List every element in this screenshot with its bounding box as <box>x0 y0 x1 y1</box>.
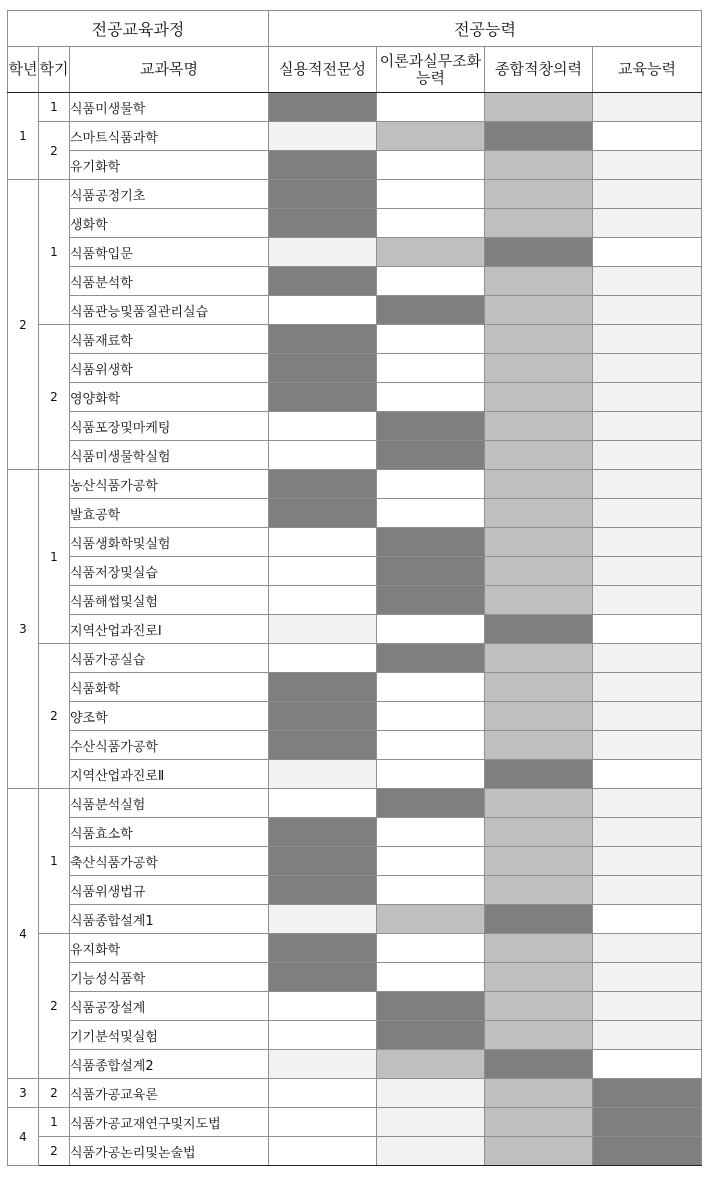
competency-teaching-header: 교육능력 <box>593 47 702 93</box>
competency-level-cell <box>485 1079 593 1108</box>
table-row <box>8 847 702 876</box>
table-row <box>8 557 702 586</box>
competency-level-cell <box>377 876 485 905</box>
table-row <box>8 441 702 470</box>
competency-level-cell <box>269 354 377 383</box>
course-column-header: 교과목명 <box>70 47 269 93</box>
competency-level-cell <box>269 1021 377 1050</box>
competency-level-cell <box>269 818 377 847</box>
table-row <box>8 905 702 934</box>
competency-level-cell <box>593 1079 702 1108</box>
course-name: 축산식품가공학 <box>70 847 269 876</box>
course-name: 식품포장및마케팅 <box>70 412 269 441</box>
competency-level-cell <box>593 818 702 847</box>
semester-cell: 1 <box>39 180 70 325</box>
competency-level-cell <box>377 151 485 180</box>
competency-level-cell <box>377 441 485 470</box>
competency-level-cell <box>377 1021 485 1050</box>
course-name: 기기분석및실험 <box>70 1021 269 1050</box>
course-name: 식품종합설계1 <box>70 905 269 934</box>
competency-theory-practice-header: 이론과실무조화능력 <box>377 47 485 93</box>
competency-level-cell <box>377 818 485 847</box>
course-name: 식품종합설계2 <box>70 1050 269 1079</box>
course-rows <box>8 93 702 1166</box>
competency-level-cell <box>377 354 485 383</box>
competency-level-cell <box>377 180 485 209</box>
competency-level-cell <box>593 557 702 586</box>
course-name: 식품가공교육론 <box>70 1079 269 1108</box>
competency-level-cell <box>377 528 485 557</box>
competency-level-cell <box>485 586 593 615</box>
competency-level-cell <box>377 209 485 238</box>
course-name: 식품관능및품질관리실습 <box>70 296 269 325</box>
table-row <box>8 412 702 441</box>
competency-level-cell <box>593 1137 702 1166</box>
competency-level-cell <box>377 238 485 267</box>
competency-level-cell <box>593 209 702 238</box>
competency-level-cell <box>377 702 485 731</box>
table-row <box>8 586 702 615</box>
course-name: 식품미생물학 <box>70 93 269 122</box>
competency-level-cell <box>593 1108 702 1137</box>
competency-level-cell <box>377 383 485 412</box>
table-row <box>8 1079 702 1108</box>
table-row <box>8 1021 702 1050</box>
competency-level-cell <box>377 1137 485 1166</box>
competency-level-cell <box>377 963 485 992</box>
competency-level-cell <box>593 238 702 267</box>
competency-level-cell <box>269 557 377 586</box>
competency-level-cell <box>269 383 377 412</box>
competency-level-cell <box>593 760 702 789</box>
year-cell: 1 <box>8 93 39 180</box>
year-cell: 3 <box>8 1079 39 1108</box>
competency-level-cell <box>269 934 377 963</box>
competency-level-cell <box>485 1050 593 1079</box>
competency-level-cell <box>593 615 702 644</box>
competency-level-cell <box>377 992 485 1021</box>
competency-level-cell <box>485 180 593 209</box>
course-name: 식품가공교재연구및지도법 <box>70 1108 269 1137</box>
competency-level-cell <box>485 238 593 267</box>
competency-level-cell <box>269 267 377 296</box>
competency-level-cell <box>485 876 593 905</box>
course-name: 식품화학 <box>70 673 269 702</box>
table-row <box>8 1137 702 1166</box>
semester-cell: 1 <box>39 1108 70 1137</box>
competency-level-cell <box>593 93 702 122</box>
competency-level-cell <box>485 1021 593 1050</box>
course-name: 농산식품가공학 <box>70 470 269 499</box>
competency-level-cell <box>269 122 377 151</box>
semester-column-header: 학기 <box>39 47 70 93</box>
course-name: 지역산업과진로Ⅰ <box>70 615 269 644</box>
competency-level-cell <box>377 499 485 528</box>
competency-level-cell <box>485 528 593 557</box>
competency-level-cell <box>485 441 593 470</box>
course-name: 식품공정기초 <box>70 180 269 209</box>
competency-level-cell <box>269 615 377 644</box>
competency-level-cell <box>269 1050 377 1079</box>
table-row <box>8 470 702 499</box>
competency-level-cell <box>485 557 593 586</box>
course-name: 식품학입문 <box>70 238 269 267</box>
course-name: 스마트식품과학 <box>70 122 269 151</box>
table-row <box>8 702 702 731</box>
table-row <box>8 122 702 151</box>
competency-level-cell <box>377 93 485 122</box>
semester-cell: 1 <box>39 470 70 644</box>
competency-level-cell <box>485 992 593 1021</box>
competency-level-cell <box>269 499 377 528</box>
competency-level-cell <box>485 847 593 876</box>
semester-cell: 2 <box>39 122 70 180</box>
competency-level-cell <box>377 1108 485 1137</box>
competency-level-cell <box>377 760 485 789</box>
semester-cell: 2 <box>39 644 70 789</box>
course-name: 유지화학 <box>70 934 269 963</box>
year-cell: 4 <box>8 1108 39 1166</box>
competency-level-cell <box>377 847 485 876</box>
table-row <box>8 354 702 383</box>
competency-level-cell <box>377 905 485 934</box>
semester-cell: 1 <box>39 93 70 122</box>
course-name: 식품가공논리및논술법 <box>70 1137 269 1166</box>
competency-level-cell <box>593 789 702 818</box>
competency-level-cell <box>485 731 593 760</box>
competency-level-cell <box>269 180 377 209</box>
competency-level-cell <box>485 818 593 847</box>
competency-level-cell <box>593 296 702 325</box>
competency-level-cell <box>485 122 593 151</box>
table-row <box>8 615 702 644</box>
semester-cell: 2 <box>39 325 70 470</box>
course-name: 식품가공실습 <box>70 644 269 673</box>
competency-level-cell <box>485 296 593 325</box>
course-name: 기능성식품학 <box>70 963 269 992</box>
year-cell: 2 <box>8 180 39 470</box>
competency-level-cell <box>269 1079 377 1108</box>
competency-level-cell <box>485 383 593 412</box>
competency-level-cell <box>485 905 593 934</box>
competency-level-cell <box>593 151 702 180</box>
table-row <box>8 151 702 180</box>
competency-level-cell <box>593 354 702 383</box>
competency-level-cell <box>593 412 702 441</box>
competency-level-cell <box>377 934 485 963</box>
semester-cell: 1 <box>39 789 70 934</box>
competency-level-cell <box>485 673 593 702</box>
competency-level-cell <box>485 1108 593 1137</box>
competency-level-cell <box>593 441 702 470</box>
course-name: 수산식품가공학 <box>70 731 269 760</box>
course-name: 식품생화학및실험 <box>70 528 269 557</box>
competency-level-cell <box>269 528 377 557</box>
competency-level-cell <box>269 731 377 760</box>
competency-level-cell <box>269 702 377 731</box>
competency-level-cell <box>593 992 702 1021</box>
table-row <box>8 499 702 528</box>
course-name: 식품분석실험 <box>70 789 269 818</box>
competency-level-cell <box>377 1050 485 1079</box>
competency-level-cell <box>485 412 593 441</box>
competency-level-cell <box>593 1050 702 1079</box>
competency-level-cell <box>269 441 377 470</box>
competency-level-cell <box>593 702 702 731</box>
competency-level-cell <box>269 296 377 325</box>
competency-level-cell <box>269 876 377 905</box>
table-row <box>8 992 702 1021</box>
competency-level-cell <box>593 180 702 209</box>
table-row <box>8 180 702 209</box>
competency-level-cell <box>269 1108 377 1137</box>
competency-level-cell <box>593 325 702 354</box>
competency-level-cell <box>377 615 485 644</box>
table-row <box>8 528 702 557</box>
competency-level-cell <box>269 586 377 615</box>
competency-level-cell <box>593 586 702 615</box>
table-row <box>8 789 702 818</box>
year-column-header: 학년 <box>8 47 39 93</box>
competency-level-cell <box>485 789 593 818</box>
course-name: 식품저장및실습 <box>70 557 269 586</box>
course-name: 식품분석학 <box>70 267 269 296</box>
competency-level-cell <box>269 238 377 267</box>
competency-level-cell <box>485 325 593 354</box>
competency-level-cell <box>377 644 485 673</box>
table-row <box>8 1050 702 1079</box>
competency-level-cell <box>269 151 377 180</box>
competency-level-cell <box>377 470 485 499</box>
competency-level-cell <box>593 934 702 963</box>
competency-level-cell <box>377 731 485 760</box>
table-row <box>8 731 702 760</box>
competency-level-cell <box>377 586 485 615</box>
competency-level-cell <box>485 354 593 383</box>
table-row <box>8 296 702 325</box>
competency-level-cell <box>593 876 702 905</box>
course-name: 영양화학 <box>70 383 269 412</box>
table-row <box>8 673 702 702</box>
competency-level-cell <box>269 325 377 354</box>
course-name: 식품공장설계 <box>70 992 269 1021</box>
competency-level-cell <box>269 847 377 876</box>
competency-level-cell <box>485 267 593 296</box>
year-cell: 4 <box>8 789 39 1079</box>
table-row <box>8 934 702 963</box>
table-row <box>8 238 702 267</box>
course-name: 식품위생법규 <box>70 876 269 905</box>
course-name: 식품위생학 <box>70 354 269 383</box>
competency-level-cell <box>269 1137 377 1166</box>
competency-level-cell <box>269 963 377 992</box>
competency-level-cell <box>377 325 485 354</box>
competency-level-cell <box>593 122 702 151</box>
table-row <box>8 963 702 992</box>
competency-level-cell <box>485 470 593 499</box>
competency-level-cell <box>593 731 702 760</box>
course-name: 양조학 <box>70 702 269 731</box>
course-name: 식품해썹및실험 <box>70 586 269 615</box>
competency-level-cell <box>485 963 593 992</box>
competency-level-cell <box>485 702 593 731</box>
competency-level-cell <box>593 499 702 528</box>
table-row <box>8 818 702 847</box>
curriculum-group-header: 전공교육과정 <box>8 11 269 47</box>
competency-level-cell <box>377 557 485 586</box>
competency-level-cell <box>377 122 485 151</box>
competency-level-cell <box>485 934 593 963</box>
competency-level-cell <box>377 296 485 325</box>
competency-level-cell <box>269 673 377 702</box>
competency-level-cell <box>269 789 377 818</box>
competency-level-cell <box>485 209 593 238</box>
course-name: 식품효소학 <box>70 818 269 847</box>
table-row <box>8 209 702 238</box>
competency-level-cell <box>269 644 377 673</box>
competency-level-cell <box>269 992 377 1021</box>
competency-level-cell <box>485 760 593 789</box>
course-name: 지역산업과진로Ⅱ <box>70 760 269 789</box>
competency-level-cell <box>485 644 593 673</box>
competency-level-cell <box>485 93 593 122</box>
competency-level-cell <box>593 1021 702 1050</box>
competency-level-cell <box>377 267 485 296</box>
competency-creativity-header: 종합적창의력 <box>485 47 593 93</box>
competency-level-cell <box>269 412 377 441</box>
table-row <box>8 644 702 673</box>
competency-level-cell <box>485 151 593 180</box>
competency-level-cell <box>485 615 593 644</box>
competency-level-cell <box>593 383 702 412</box>
course-name: 발효공학 <box>70 499 269 528</box>
course-name: 유기화학 <box>70 151 269 180</box>
competency-level-cell <box>269 905 377 934</box>
competency-level-cell <box>593 267 702 296</box>
semester-cell: 2 <box>39 1137 70 1166</box>
competency-level-cell <box>377 789 485 818</box>
table-row <box>8 876 702 905</box>
competency-level-cell <box>593 847 702 876</box>
competency-level-cell <box>377 673 485 702</box>
table-row <box>8 325 702 354</box>
semester-cell: 2 <box>39 934 70 1079</box>
competency-level-cell <box>269 93 377 122</box>
course-name: 식품재료학 <box>70 325 269 354</box>
table-row <box>8 383 702 412</box>
year-cell: 3 <box>8 470 39 789</box>
course-name: 식품미생물학실험 <box>70 441 269 470</box>
competency-level-cell <box>593 963 702 992</box>
competency-level-cell <box>269 209 377 238</box>
semester-cell: 2 <box>39 1079 70 1108</box>
competency-level-cell <box>269 470 377 499</box>
competency-level-cell <box>593 644 702 673</box>
table-row <box>8 1108 702 1137</box>
competency-level-cell <box>269 760 377 789</box>
curriculum-competency-table <box>7 10 702 1166</box>
competency-level-cell <box>593 673 702 702</box>
competency-level-cell <box>485 1137 593 1166</box>
competency-level-cell <box>377 412 485 441</box>
competency-level-cell <box>485 499 593 528</box>
table-row <box>8 760 702 789</box>
table-row <box>8 93 702 122</box>
competency-level-cell <box>377 1079 485 1108</box>
table-row <box>8 267 702 296</box>
competency-group-header: 전공능력 <box>269 11 702 47</box>
competency-practical-expertise-header: 실용적전문성 <box>269 47 377 93</box>
course-name: 생화학 <box>70 209 269 238</box>
competency-level-cell <box>593 470 702 499</box>
competency-level-cell <box>593 905 702 934</box>
competency-level-cell <box>593 528 702 557</box>
